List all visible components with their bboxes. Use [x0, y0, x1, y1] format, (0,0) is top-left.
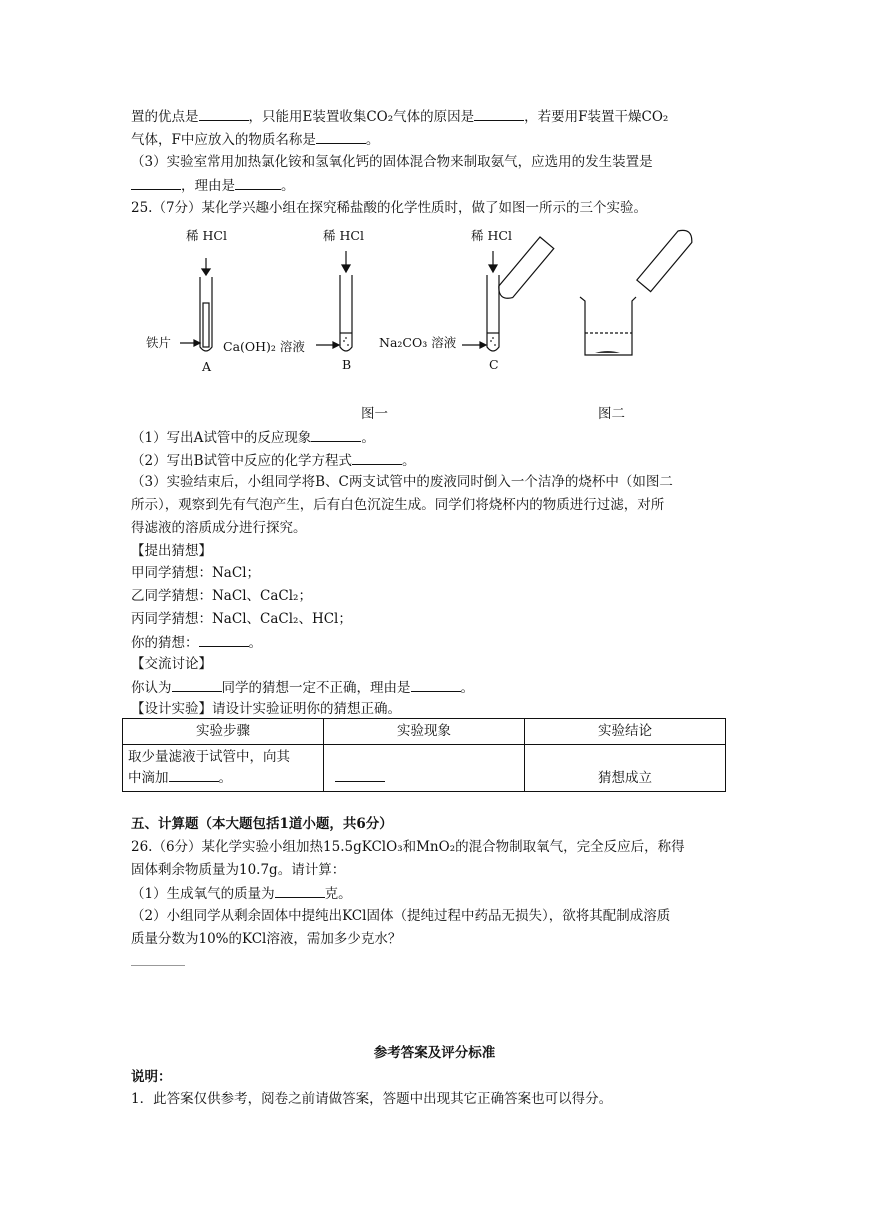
text: 取少量滤液于试管中，向其: [128, 749, 290, 765]
answer-blank[interactable]: [311, 428, 361, 442]
section-heading: 【提出猜想】: [131, 543, 212, 559]
answer-blank[interactable]: [131, 176, 181, 190]
label-tube-a: A: [202, 359, 212, 374]
text: ，若要用F装置干燥CO₂: [524, 109, 669, 125]
label-na2co3: Na₂CO₃ 溶液: [379, 335, 457, 350]
answer-blank[interactable]: [335, 768, 385, 782]
text: （1）生成氧气的质量为: [131, 886, 275, 902]
label-tube-b: B: [342, 357, 352, 372]
answer-blank[interactable]: [172, 678, 222, 692]
text: 你的猜想：: [131, 635, 199, 651]
note-heading: 说明：: [131, 1069, 172, 1085]
table-cell: [525, 745, 726, 792]
answer-blank[interactable]: [352, 451, 402, 465]
table-row: [123, 745, 726, 792]
precipitate: [595, 351, 620, 353]
question-26: 26.（6分）某化学实验小组加热15.5gKClO₃和MnO₂的混合物制取氧气，完全反应后，称得: [131, 839, 685, 855]
text: 气体，F中应放入的物质名称是: [131, 132, 316, 148]
section-5-heading: 五、计算题（本大题包括1道小题，共6分）: [131, 816, 393, 832]
label-iron: 铁片: [146, 335, 172, 350]
text-line: [131, 451, 416, 470]
table-cell: [123, 745, 324, 792]
text: ，只能用E装置收集CO₂气体的原因是: [248, 109, 475, 125]
experiment-table: [122, 718, 726, 792]
text: 。: [281, 178, 295, 194]
beaker: [580, 297, 636, 355]
text-line: [131, 107, 668, 126]
label-tube-c: C: [489, 357, 499, 372]
test-tube-b: [340, 275, 352, 351]
text-line: 质量分数为10%的KCl溶液，需加多少克水？: [131, 931, 402, 947]
figure-caption-1: 图一: [361, 406, 388, 422]
table-header: 实验步骤: [123, 719, 324, 745]
text-line: [131, 678, 474, 697]
table-header: 实验结论: [525, 719, 726, 745]
text-line: 得滤液的溶质成分进行探究。: [131, 520, 307, 536]
test-tube-a: [200, 277, 212, 351]
guess-yi: 乙同学猜想：NaCl、CaCl₂；: [131, 588, 312, 604]
section-heading: 【交流讨论】: [131, 656, 212, 672]
answer-blank[interactable]: [169, 768, 219, 782]
answer-blank[interactable]: [199, 633, 249, 647]
label-caoh: Ca(OH)₂ 溶液: [223, 339, 305, 354]
guess-jia: 甲同学猜想：NaCl；: [131, 565, 261, 581]
answer-blank[interactable]: [411, 678, 461, 692]
text-line: （3）实验室常用加热氯化铵和氢氧化钙的固体混合物来制取氨气，应选用的发生装置是: [131, 154, 653, 170]
answer-blank[interactable]: [275, 884, 325, 898]
tilted-tube-right: [637, 226, 696, 291]
text: （1）写出A试管中的反应现象: [131, 430, 312, 446]
text: 中滴加: [128, 770, 169, 786]
text-line: 固体剩余物质量为10.7g。请计算：: [131, 862, 346, 878]
experiment-figure: [140, 225, 720, 425]
text: 。: [365, 132, 380, 148]
arrow-head: [202, 269, 210, 275]
text: 。: [361, 430, 375, 446]
label-hcl-a: 稀 HCl: [186, 228, 227, 243]
text: 你认为: [131, 680, 172, 696]
test-tube-c: [487, 275, 499, 351]
text: 。: [460, 680, 474, 696]
iron-strip: [203, 303, 209, 347]
answer-blank[interactable]: [235, 176, 281, 190]
text-line: [131, 428, 375, 447]
answer-blank[interactable]: [474, 107, 524, 121]
note-1: 1．此答案仅供参考，阅卷之前请做答案，答题中出现其它正确答案也可以得分。: [131, 1091, 613, 1107]
text: 。: [248, 635, 262, 651]
text-line: （3）实验结束后，小组同学将B、C两支试管中的废液同时倒入一个洁净的烧杯中（如图二: [131, 474, 673, 490]
tilted-tube-left: [495, 237, 554, 302]
label-hcl-c: 稀 HCl: [471, 228, 512, 243]
text-line: [131, 884, 352, 903]
text-line: [131, 130, 379, 149]
text: 同学的猜想一定不正确，理由是: [221, 680, 411, 696]
divider: [131, 965, 185, 966]
text-line: [131, 176, 295, 195]
answer-blank[interactable]: [316, 130, 366, 144]
guess-bing: 丙同学猜想：NaCl、CaCl₂、HCl；: [131, 611, 352, 627]
table-header: 实验现象: [324, 719, 525, 745]
answer-title: 参考答案及评分标准: [373, 1045, 496, 1061]
text: 猜想成立: [598, 770, 652, 786]
text: 。: [218, 770, 232, 786]
figure-caption-2: 图二: [598, 406, 625, 422]
text: ，理由是: [181, 178, 235, 194]
text: 克。: [324, 886, 352, 902]
text: 置的优点是: [131, 109, 199, 125]
text: 。: [402, 453, 416, 469]
text-line: [131, 633, 262, 652]
question-25: 25.（7分）某化学兴趣小组在探究稀盐酸的化学性质时，做了如图一所示的三个实验。: [131, 200, 648, 216]
text-line: （2）小组同学从剩余固体中提纯出KCl固体（提纯过程中药品无损失），欲将其配制成溶质: [131, 908, 671, 924]
text-line: 所示），观察到先有气泡产生，后有白色沉淀生成。同学们将烧杯内的物质进行过滤，对所: [131, 497, 665, 513]
text: （2）写出B试管中反应的化学方程式: [131, 453, 353, 469]
label-hcl-b: 稀 HCl: [323, 228, 364, 243]
table-cell: [324, 745, 525, 792]
answer-blank[interactable]: [199, 107, 249, 121]
section-heading: 【设计实验】请设计实验证明你的猜想正确。: [131, 701, 401, 717]
